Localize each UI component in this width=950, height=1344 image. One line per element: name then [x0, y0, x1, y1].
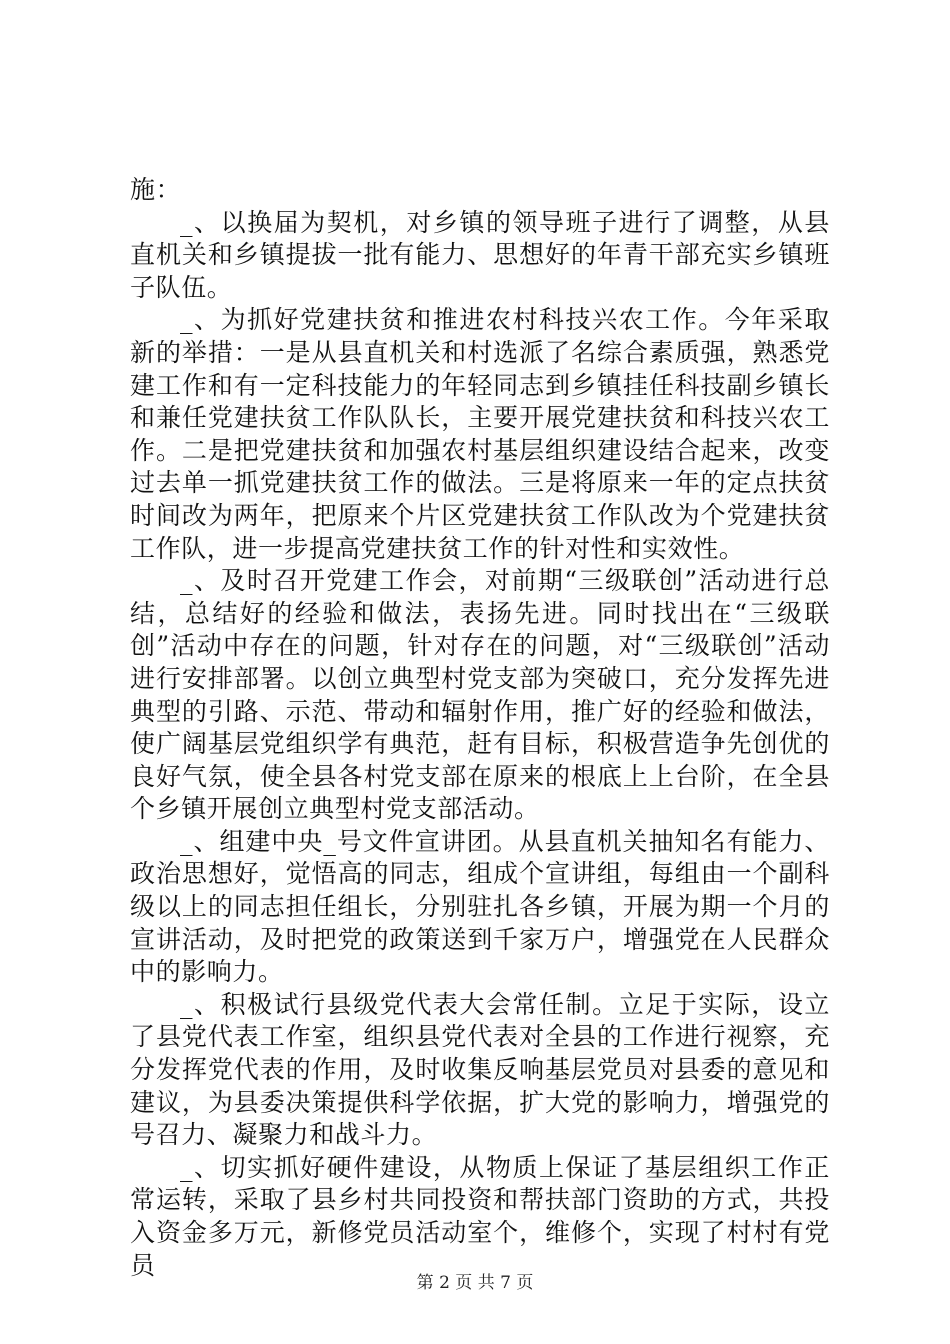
paragraph: _、以换届为契机，对乡镇的领导班子进行了调整，从县直机关和乡镇提拔一批有能力、思想好的年青干部充实乡镇班子队伍。: [130, 207, 830, 302]
paragraph: _、组建中央_号文件宣讲团。从县直机关抽知名有能力、政治思想好，觉悟高的同志，组成个宣讲组，每组由一个副科级以上的同志担任组长，分别驻扎各乡镇，开展为期一个月的宣讲活动，及时把党的政策送到千家万户，增强党在人民群众中的影响力。: [130, 826, 830, 987]
paragraph: _、切实抓好硬件建设，从物质上保证了基层组织工作正常运转，采取了县乡村共同投资和帮扶部门资助的方式，共投入资金多万元，新修党员活动室个，维修个，实现了村村有党员: [130, 1152, 830, 1280]
paragraph: _、及时召开党建工作会，对前期“三级联创”活动进行总结，总结好的经验和做法，表扬先进。同时找出在“三级联创”活动中存在的问题，针对存在的问题，对“三级联创”活动进行安排部署。以创立典型村党支部为突破口，充分发挥先进典型的引路、示范、带动和辐射作用，推广好的经验和做法，使广阔基层党组织学有典范，赶有目标，积极营造争先创优的良好气氛，使全县各村党支部在原来的根底上上台阶，在全县个乡镇开展创立典型村党支部活动。: [130, 566, 830, 824]
page-number-indicator: 第 2 页 共 7 页: [416, 1273, 534, 1293]
paragraph: _、积极试行县级党代表大会常任制。立足于实际，设立了县党代表工作室，组织县党代表对全县的工作进行视察，充分发挥党代表的作用，及时收集反响基层党员对县委的意见和建议，为县委决策提供科学依据，扩大党的影响力，增强党的号召力、凝聚力和战斗力。: [130, 989, 830, 1150]
page-footer: [0, 1268, 950, 1293]
paragraph-continuation: 施：: [130, 175, 182, 204]
paragraph: _、为抓好党建扶贫和推进农村科技兴农工作。今年采取新的举措：一是从县直机关和村选派了名综合素质强，熟悉党建工作和有一定科技能力的年轻同志到乡镇挂任科技副乡镇长和兼任党建扶贫工作队队长，主要开展党建扶贫和科技兴农工作。二是把党建扶贫和加强农村基层组织建设结合起来，改变过去单一抓党建扶贫工作的做法。三是将原来一年的定点扶贫时间改为两年，把原来个片区党建扶贫工作队改为个党建扶贫工作队，进一步提高党建扶贫工作的针对性和实效性。: [130, 305, 830, 563]
document-body: [130, 174, 830, 1282]
